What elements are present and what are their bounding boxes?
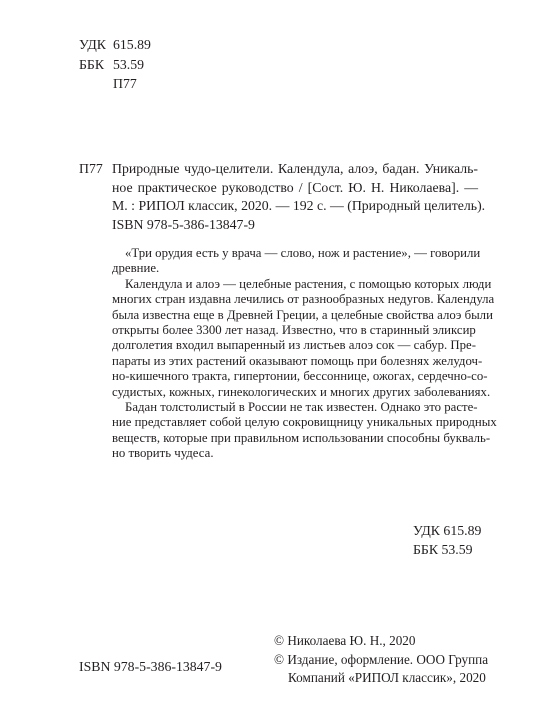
annotation-line: была известна еще в Древней Греции, а целебные свойства алоэ были xyxy=(112,307,493,322)
copyright-publisher-cont: Компаний «РИПОЛ классик», 2020 xyxy=(288,670,486,685)
copyright-block xyxy=(274,632,488,688)
annotation-line: Календула и алоэ — целебные растения, с помощью которых люди xyxy=(125,276,492,291)
catalog-line: Природные чудо-целители. Календула, алоэ, бадан. Уникаль- xyxy=(112,161,478,176)
author-sign-row xyxy=(79,74,151,94)
bbk-bottom: ББК 53.59 xyxy=(413,541,473,557)
annotation-line: но-кишечного тракта, гипертонии, бессоннице, ожогах, сердечно-со- xyxy=(112,369,488,384)
annotation-line: многих стран издавна лечились от разнообразных недугов. Календула xyxy=(112,292,495,307)
bbk-label: ББК xyxy=(79,56,105,72)
udk-label: УДК xyxy=(79,37,106,52)
bbk-row xyxy=(79,55,151,75)
classification-codes-bottom xyxy=(413,522,481,559)
classification-codes xyxy=(79,35,151,94)
author-sign: П77 xyxy=(113,76,137,91)
udk-bottom: УДК 615.89 xyxy=(413,523,482,538)
catalog-description xyxy=(112,160,486,216)
annotation-line: «Три орудия есть у врача — слово, нож и растение», — говорили xyxy=(125,246,481,260)
catalog-isbn: ISBN 978-5-386-13847-9 xyxy=(112,217,255,232)
annotation-line: древние. xyxy=(112,261,160,276)
annotation-line: долголетия входил выпаренный из листьев алоэ сок — сабур. Пре- xyxy=(112,338,476,353)
annotation-line: ние представляет собой целую сокровищницу уникальных природных xyxy=(112,415,497,430)
copyright-publisher: © Издание, оформление. ООО Группа xyxy=(274,651,489,667)
annotation xyxy=(112,246,497,462)
copyright-author: © Николаева Ю. Н., 2020 xyxy=(274,633,416,648)
catalog-line: ное практическое руководство / [Сост. Ю. Н. Николаева]. — xyxy=(112,179,478,195)
udk-value: 615.89 xyxy=(113,37,151,52)
annotation-line: Бадан толстолистый в России не так известен. Однако это расте- xyxy=(125,400,478,415)
annotation-line: веществ, которые при правильном использовании способны букваль- xyxy=(112,430,491,445)
annotation-line: судистых, кожных, гинекологических и многих других заболеваниях. xyxy=(112,384,491,399)
annotation-line: но творить чудеса. xyxy=(112,446,214,461)
catalog-author-sign: П77 xyxy=(79,161,103,176)
isbn-bottom: ISBN 978-5-386-13847-9 xyxy=(79,659,222,674)
catalog-line: М. : РИПОЛ классик, 2020. — 192 с. — (Природный целитель). xyxy=(112,198,486,214)
bbk-value: 53.59 xyxy=(113,56,145,72)
udk-row xyxy=(79,35,151,55)
annotation-line: открыты более 3300 лет назад. Известно, что в старинный эликсир xyxy=(112,323,476,338)
annotation-line: параты из этих растений оказывают помощь при болезнях желудоч- xyxy=(112,353,483,368)
